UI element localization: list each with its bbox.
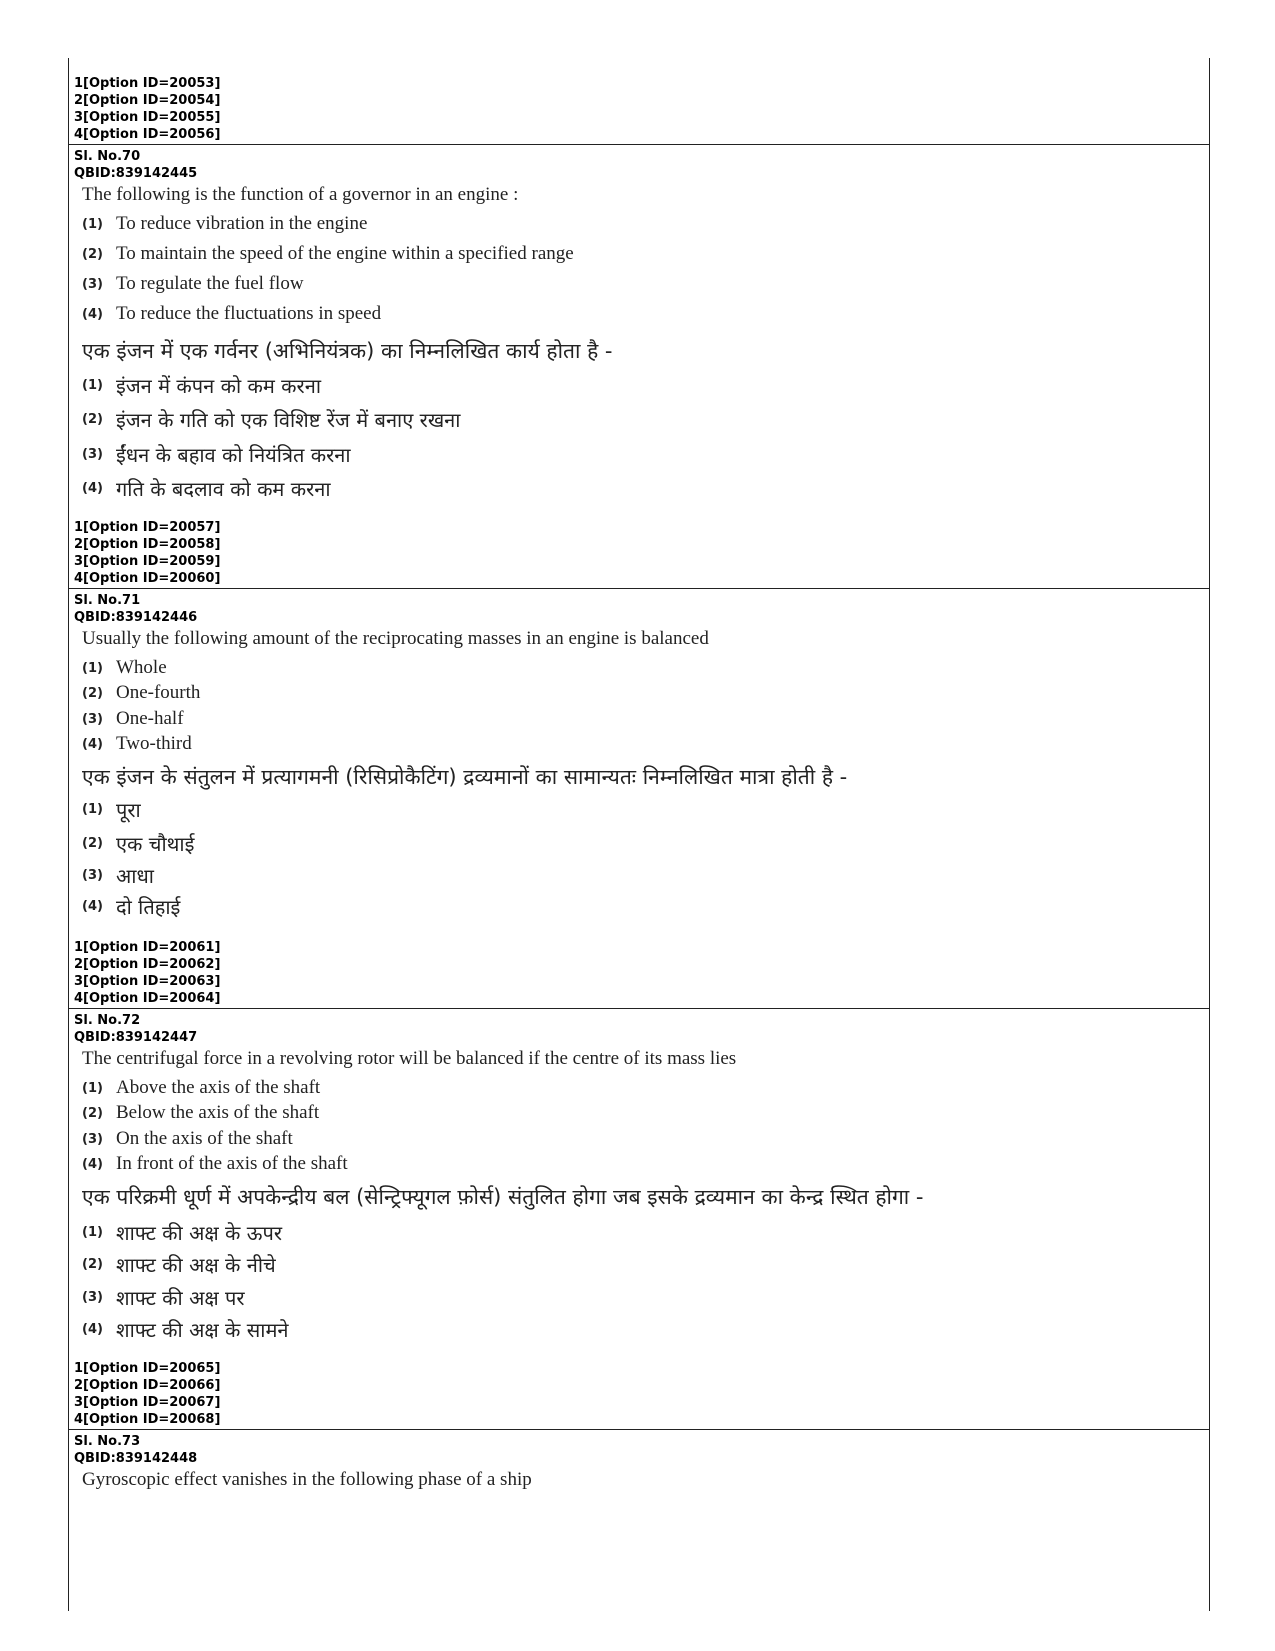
- option-number: (1): [82, 660, 103, 676]
- serial-number: Sl. No.71: [74, 593, 141, 608]
- option-number: (4): [82, 1156, 103, 1172]
- question-text-en: Gyroscopic effect vanishes in the following phase of a ship: [82, 1469, 532, 1490]
- question-text-hi: एक इंजन में एक गर्वनर (अभिनियंत्रक) का निम्नलिखित कार्य होता है -: [82, 339, 613, 363]
- option-number: (2): [82, 1105, 103, 1121]
- divider: [68, 588, 1210, 589]
- option-id: 3[Option ID=20055]: [74, 110, 221, 125]
- option-number: (4): [82, 736, 103, 752]
- option-hi: [82, 862, 154, 889]
- qbid: QBID:839142446: [74, 610, 198, 625]
- option-text: शाफ्ट की अक्ष के ऊपर: [116, 1221, 283, 1245]
- option-number: (2): [82, 685, 103, 701]
- option-hi: [82, 1251, 276, 1278]
- option-number: (3): [82, 1131, 103, 1147]
- option-text: One-half: [116, 708, 184, 729]
- option-number: (3): [82, 276, 103, 292]
- question-header: [74, 1433, 197, 1467]
- option-hi: [82, 796, 141, 823]
- option-hi: [82, 1219, 282, 1246]
- serial-number: Sl. No.73: [74, 1434, 141, 1449]
- option-id: 3[Option ID=20063]: [74, 974, 221, 989]
- option-en: [82, 708, 184, 730]
- option-id-list: [74, 519, 220, 587]
- option-hi: [82, 406, 460, 433]
- option-number: (4): [82, 306, 103, 322]
- divider: [68, 1429, 1210, 1430]
- option-number: (3): [82, 1290, 103, 1305]
- option-id: 4[Option ID=20060]: [74, 571, 221, 586]
- option-number: (2): [82, 1257, 103, 1272]
- option-text: To regulate the fuel flow: [116, 273, 304, 294]
- question-header: [74, 148, 197, 182]
- option-hi: [82, 372, 321, 399]
- option-id-list: [74, 1360, 220, 1428]
- question-text-en: The centrifugal force in a revolving rotor will be balanced if the centre of its mass lies: [82, 1048, 737, 1069]
- option-text: इंजन के गति को एक विशिष्ट रेंज में बनाए रखना: [116, 408, 461, 432]
- option-text: Whole: [116, 657, 167, 678]
- option-text: Below the axis of the shaft: [116, 1102, 320, 1123]
- option-number: (4): [82, 1322, 103, 1337]
- option-en: [82, 657, 167, 679]
- option-en: [82, 1128, 293, 1150]
- option-number: (3): [82, 447, 103, 462]
- question-text-en: Usually the following amount of the reciprocating masses in an engine is balanced: [82, 628, 709, 649]
- option-text: To maintain the speed of the engine within a specified range: [116, 243, 574, 264]
- option-text: Above the axis of the shaft: [116, 1077, 321, 1098]
- option-hi: [82, 1316, 289, 1343]
- option-id: 2[Option ID=20054]: [74, 93, 221, 108]
- option-id: 4[Option ID=20068]: [74, 1412, 221, 1427]
- option-number: (3): [82, 711, 103, 727]
- question-text-en: The following is the function of a governor in an engine :: [82, 184, 519, 205]
- option-en: [82, 1153, 348, 1175]
- option-id: 2[Option ID=20058]: [74, 537, 221, 552]
- option-en: [82, 682, 200, 704]
- option-en: [82, 213, 367, 235]
- option-id: 2[Option ID=20062]: [74, 957, 221, 972]
- option-number: (3): [82, 868, 103, 883]
- option-id: 4[Option ID=20056]: [74, 127, 221, 142]
- option-id-list: [74, 75, 220, 143]
- option-hi: [82, 830, 194, 857]
- option-hi: [82, 1284, 245, 1311]
- question-header: [74, 1012, 197, 1046]
- option-id: 3[Option ID=20067]: [74, 1395, 221, 1410]
- option-text: One-fourth: [116, 682, 201, 703]
- option-id: 1[Option ID=20057]: [74, 520, 221, 535]
- option-text: In front of the axis of the shaft: [116, 1153, 348, 1174]
- option-en: [82, 1077, 320, 1099]
- option-en: [82, 273, 304, 295]
- option-hi: [82, 441, 351, 468]
- option-number: (2): [82, 836, 103, 851]
- option-id: 2[Option ID=20066]: [74, 1378, 221, 1393]
- option-text: To reduce vibration in the engine: [116, 213, 368, 234]
- option-text: To reduce the fluctuations in speed: [116, 303, 382, 324]
- option-number: (1): [82, 1080, 103, 1096]
- option-number: (2): [82, 246, 103, 262]
- option-en: [82, 243, 574, 265]
- option-number: (4): [82, 481, 103, 496]
- qbid: QBID:839142445: [74, 166, 198, 181]
- option-number: (1): [82, 802, 103, 817]
- option-id-list: [74, 939, 220, 1007]
- option-number: (1): [82, 378, 103, 393]
- question-text-hi: एक परिक्रमी धूर्ण में अपकेन्द्रीय बल (सेन्ट्रिफ्यूगल फ़ोर्स) संतुलित होगा जब इसके द्रव्यमान का केन्द्र स्थित होगा -: [82, 1185, 924, 1209]
- option-id: 3[Option ID=20059]: [74, 554, 221, 569]
- divider: [68, 1008, 1210, 1009]
- option-en: [82, 733, 192, 755]
- question-text-hi: एक इंजन के संतुलन में प्रत्यागमनी (रिसिप्रोकैटिंग) द्रव्यमानों का सामान्यतः निम्नलिखित मात्रा होती है -: [82, 765, 848, 789]
- divider: [68, 144, 1210, 145]
- serial-number: Sl. No.72: [74, 1013, 141, 1028]
- option-text: इंजन में कंपन को कम करना: [116, 374, 322, 398]
- option-text: शाफ्ट की अक्ष पर: [116, 1286, 245, 1310]
- option-en: [82, 303, 381, 325]
- option-text: एक चौथाई: [116, 832, 195, 856]
- option-hi: [82, 475, 331, 502]
- option-id: 1[Option ID=20053]: [74, 76, 221, 91]
- option-text: शाफ्ट की अक्ष के नीचे: [116, 1253, 276, 1277]
- option-number: (1): [82, 1225, 103, 1240]
- option-number: (4): [82, 899, 103, 914]
- option-text: आधा: [116, 864, 154, 888]
- option-text: On the axis of the shaft: [116, 1128, 293, 1149]
- option-text: Two-third: [116, 733, 192, 754]
- question-header: [74, 592, 197, 626]
- option-text: दो तिहाई: [116, 895, 181, 919]
- serial-number: Sl. No.70: [74, 149, 141, 164]
- option-id: 1[Option ID=20061]: [74, 940, 221, 955]
- option-number: (1): [82, 216, 103, 232]
- qbid: QBID:839142448: [74, 1451, 198, 1466]
- option-id: 4[Option ID=20064]: [74, 991, 221, 1006]
- option-text: शाफ्ट की अक्ष के सामने: [116, 1318, 289, 1342]
- option-text: ईंधन के बहाव को नियंत्रित करना: [116, 443, 351, 467]
- option-en: [82, 1102, 319, 1124]
- option-text: गति के बदलाव को कम करना: [116, 477, 331, 501]
- option-text: पूरा: [116, 798, 141, 822]
- option-number: (2): [82, 412, 103, 427]
- option-hi: [82, 893, 180, 920]
- qbid: QBID:839142447: [74, 1030, 198, 1045]
- option-id: 1[Option ID=20065]: [74, 1361, 221, 1376]
